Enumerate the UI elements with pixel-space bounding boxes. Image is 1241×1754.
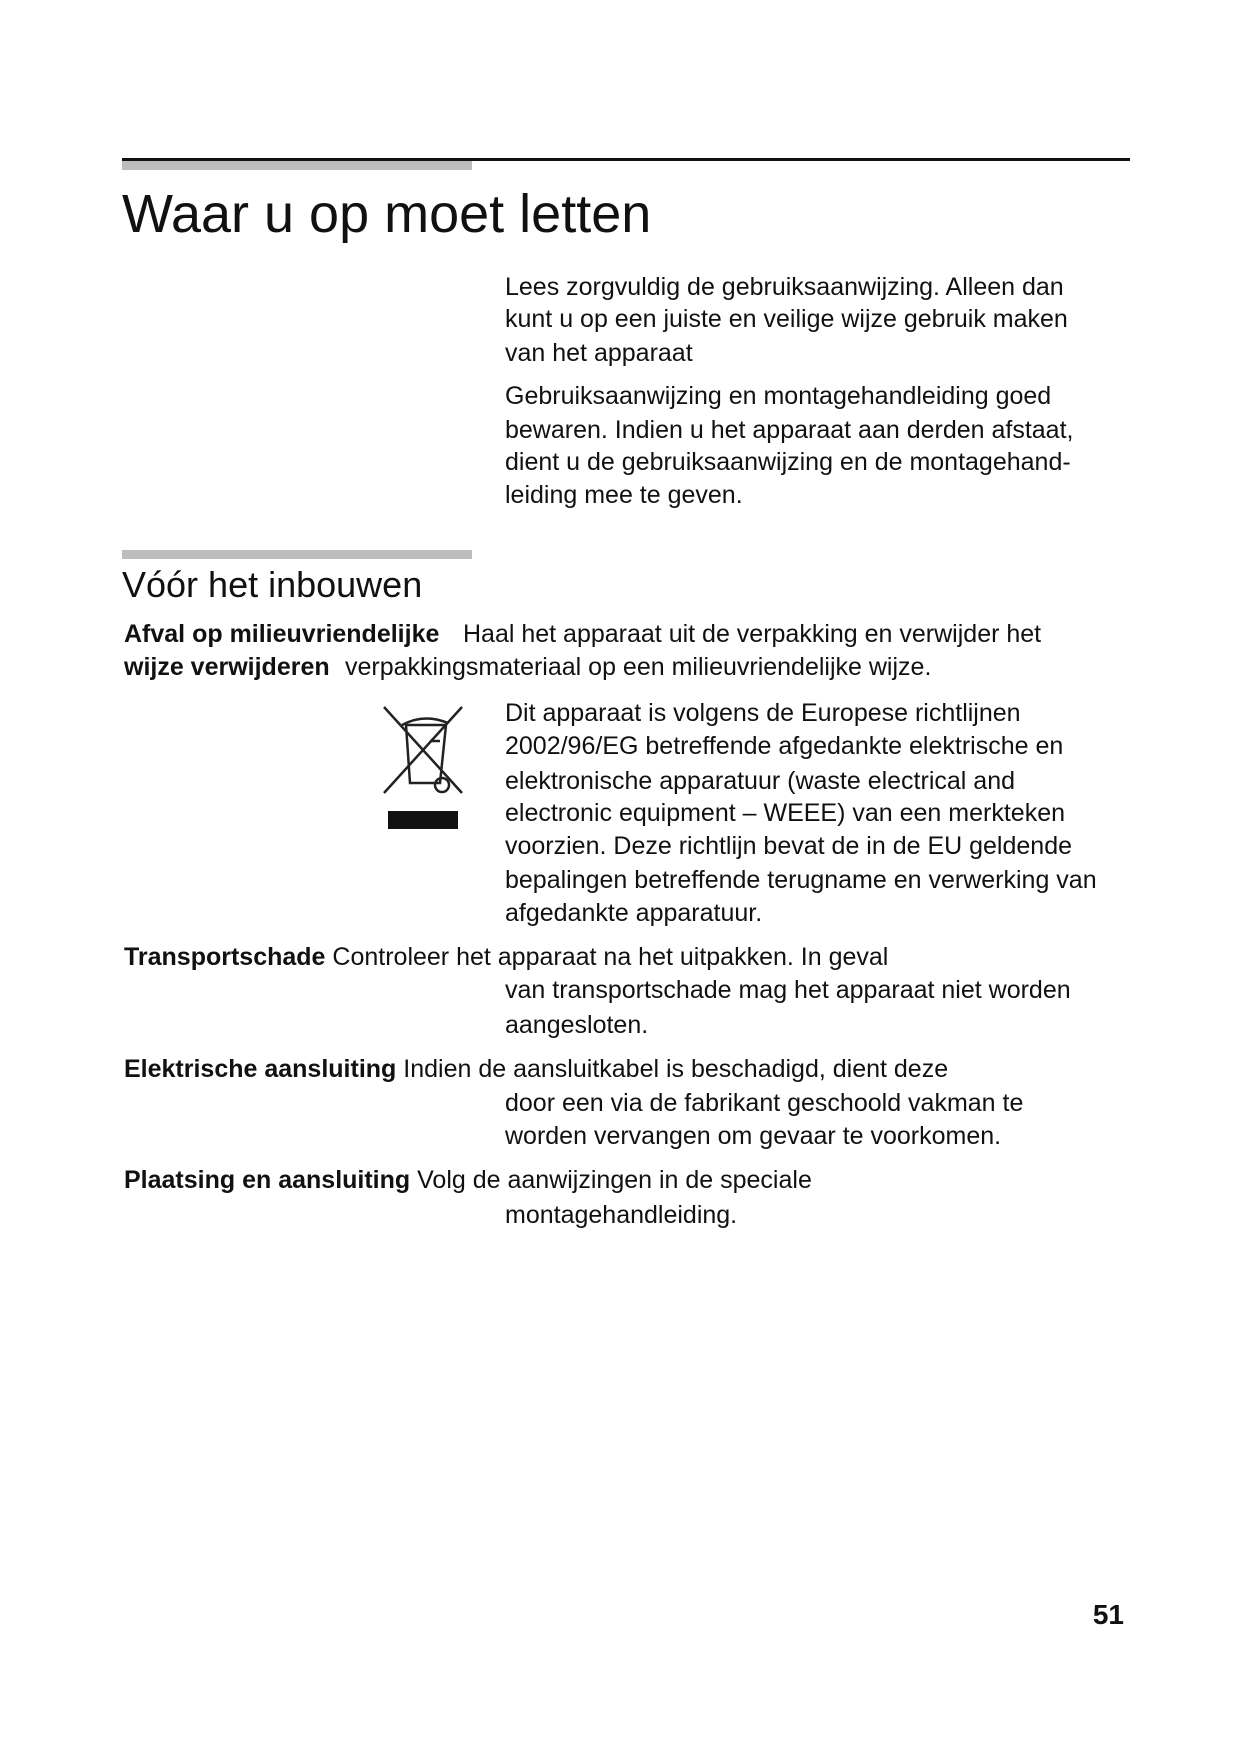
weee-text: bepalingen betreffende terugname en verwerking van — [505, 866, 1097, 894]
elektrisch-text: Indien de aansluitkabel is beschadigd, dient deze — [403, 1055, 949, 1083]
plaatsing-row — [124, 1164, 812, 1196]
weee-text: Dit apparaat is volgens de Europese richtlijnen — [505, 699, 1021, 727]
plaatsing-label: Plaatsing en aansluiting — [124, 1166, 411, 1194]
transport-text: aangesloten. — [505, 1011, 649, 1039]
intro-line: dient u de gebruiksaanwijzing en de montagehand- — [505, 448, 1071, 476]
elektrisch-row — [124, 1053, 948, 1085]
weee-text: electronic equipment – WEEE) van een merkteken — [505, 799, 1065, 827]
plaatsing-text: montagehandleiding. — [505, 1201, 738, 1229]
section-bar — [122, 550, 472, 559]
weee-text: 2002/96/EG betreffende afgedankte elektrische en — [505, 732, 1064, 760]
plaatsing-text: Volg de aanwijzingen in de speciale — [417, 1166, 812, 1194]
afval-label: Afval op milieuvriendelijke — [124, 620, 440, 648]
intro-line: bewaren. Indien u het apparaat aan derden afstaat, — [505, 416, 1074, 444]
elektrisch-text: worden vervangen om gevaar te voorkomen. — [505, 1122, 1002, 1150]
transport-label: Transportschade — [124, 943, 326, 971]
intro-line: Gebruiksaanwijzing en montagehandleiding goed — [505, 382, 1052, 410]
afval-text: Haal het apparaat uit de verpakking en verwijder het — [463, 620, 1042, 648]
page-title: Waar u op moet letten — [122, 184, 652, 244]
afval-label: wijze verwijderen — [124, 653, 330, 681]
section-heading: Vóór het inbouwen — [122, 564, 423, 605]
intro-line: leiding mee te geven. — [505, 481, 743, 509]
crossed-out-wheelie-bin-icon — [380, 703, 468, 831]
section-bar — [122, 161, 472, 170]
weee-text: elektronische apparatuur (waste electrical and — [505, 767, 1015, 795]
weee-text: afgedankte apparatuur. — [505, 899, 763, 927]
elektrisch-label: Elektrische aansluiting — [124, 1055, 397, 1083]
page-number: 51 — [1092, 1599, 1124, 1630]
transport-row — [124, 941, 888, 973]
intro-line: Lees zorgvuldig de gebruiksaanwijzing. Alleen dan — [505, 273, 1064, 301]
afval-text: verpakkingsmateriaal op een milieuvriendelijke wijze. — [345, 653, 932, 681]
elektrisch-text: door een via de fabrikant geschoold vakman te — [505, 1089, 1024, 1117]
transport-text: van transportschade mag het apparaat niet worden — [505, 976, 1071, 1004]
weee-text: voorzien. Deze richtlijn bevat de in de EU geldende — [505, 832, 1073, 860]
intro-line: kunt u op een juiste en veilige wijze gebruik maken — [505, 305, 1068, 333]
intro-line: van het apparaat — [505, 339, 693, 367]
transport-text: Controleer het apparaat na het uitpakken. In geval — [332, 943, 889, 971]
